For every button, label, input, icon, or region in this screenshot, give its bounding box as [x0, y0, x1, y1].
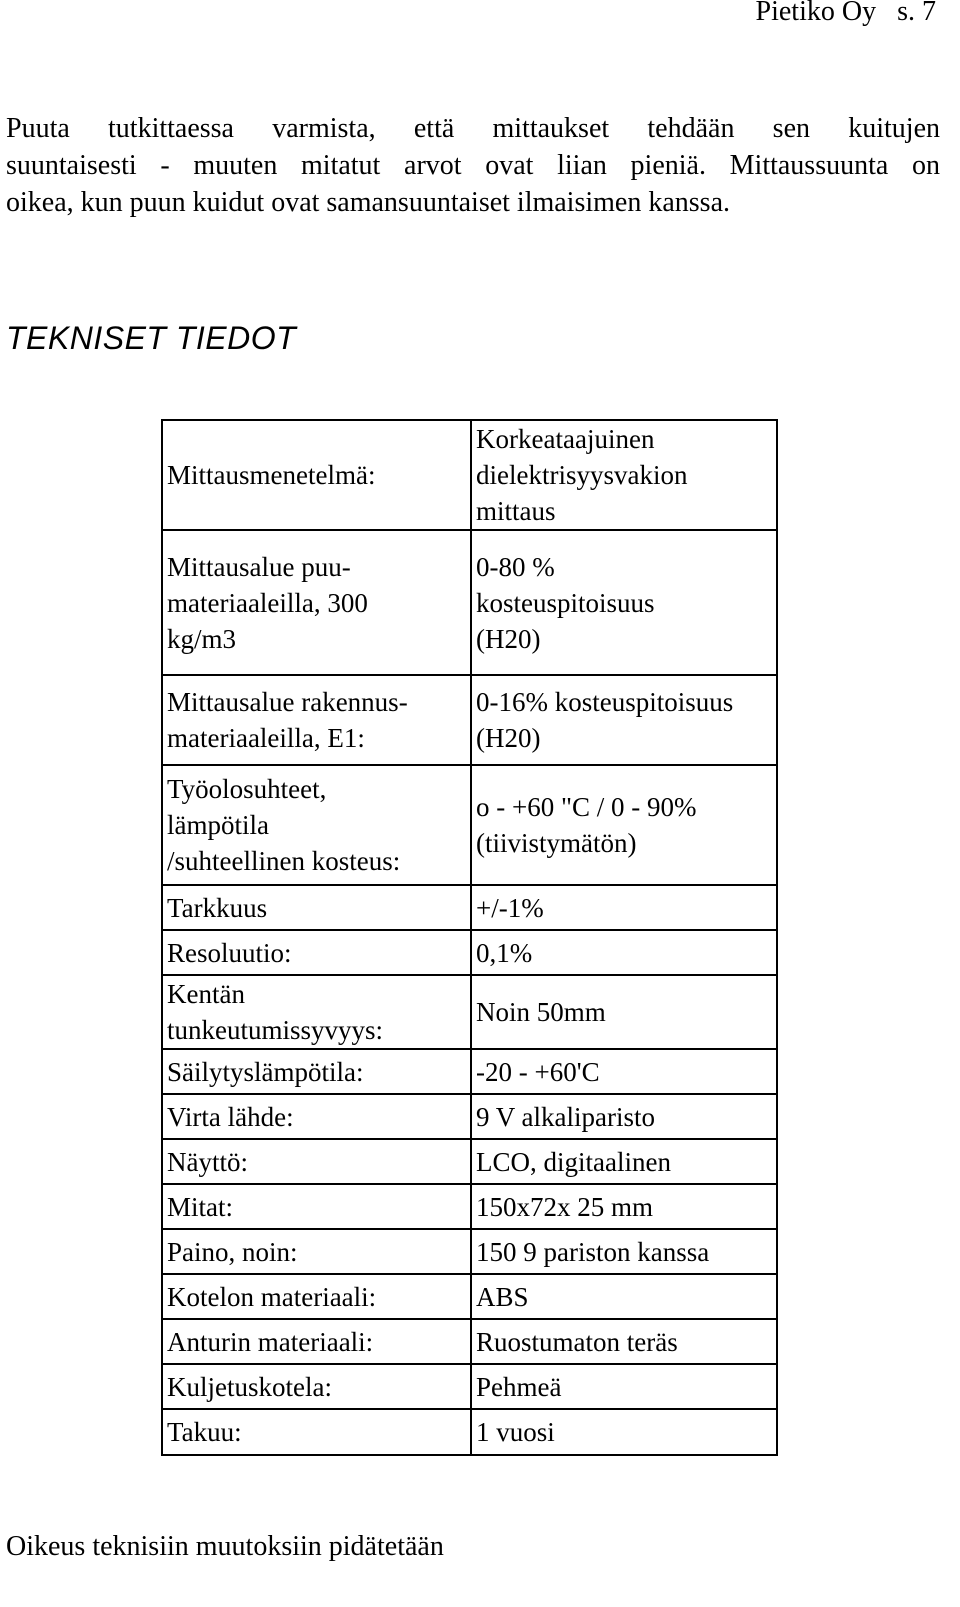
spec-label-line: Säilytyslämpötila: [167, 1056, 364, 1087]
spec-label-line: materiaaleilla, 300 [167, 587, 368, 618]
spec-table-body [162, 420, 777, 1455]
spec-label [162, 930, 471, 975]
spec-label-line: kg/m3 [167, 623, 237, 654]
spec-value-line: 150x72x 25 mm [476, 1191, 654, 1222]
spec-label [162, 975, 471, 1049]
spec-label [162, 1274, 471, 1319]
spec-label [162, 530, 471, 675]
spec-row [162, 1049, 777, 1094]
intro-line-2: suuntaisesti - muuten mitatut arvot ovat liian pieniä. Mittaussuunta on [6, 150, 940, 181]
spec-label [162, 1184, 471, 1229]
spec-value [471, 420, 777, 530]
spec-value-line: (H20) [476, 623, 541, 654]
spec-label-line: Takuu: [167, 1417, 242, 1447]
spec-row [162, 1229, 777, 1274]
spec-row [162, 1139, 777, 1184]
spec-value [471, 1094, 777, 1139]
company-name: Pietiko Oy [755, 0, 877, 27]
spec-value [471, 1319, 777, 1364]
spec-label-line: materiaaleilla, E1: [167, 723, 365, 753]
spec-value-line: dielektrisyysvakion [476, 460, 688, 490]
spec-value-line: mittaus [476, 496, 556, 526]
spec-value-line: 0-80 % [476, 551, 555, 582]
spec-value [471, 885, 777, 930]
spec-value-line: +/-1% [476, 892, 544, 923]
spec-value [471, 1229, 777, 1274]
spec-label-line: Tarkkuus [167, 892, 268, 923]
spec-value-line: 0,1% [476, 937, 533, 968]
spec-label-line: Kuljetuskotela: [167, 1371, 332, 1402]
spec-label [162, 1364, 471, 1409]
spec-value-line: kosteuspitoisuus [476, 587, 655, 618]
spec-value [471, 675, 777, 765]
spec-value-line: Korkeataajuinen [476, 424, 655, 454]
spec-row [162, 930, 777, 975]
spec-label-line: Työolosuhteet, [167, 774, 327, 804]
spec-value [471, 1184, 777, 1229]
spec-label-line: Mittausalue puu- [167, 551, 351, 582]
spec-row [162, 530, 777, 675]
spec-label-line: Kotelon materiaali: [167, 1281, 377, 1312]
spec-label-line: lämpötila [167, 810, 269, 840]
spec-row [162, 765, 777, 885]
spec-value [471, 765, 777, 885]
spec-row [162, 1319, 777, 1364]
spec-value [471, 1364, 777, 1409]
spec-row [162, 1274, 777, 1319]
spec-value-line: 1 vuosi [476, 1417, 555, 1447]
spec-value-line: -20 - +60'C [476, 1056, 600, 1087]
spec-value [471, 975, 777, 1049]
spec-label-line: Näyttö: [167, 1146, 248, 1177]
spec-value-line: Noin 50mm [476, 997, 606, 1027]
technical-specs-table [161, 419, 778, 1456]
spec-label-line: Mittausmenetelmä: [167, 460, 376, 490]
spec-value-line: o - +60 "C / 0 - 90% [476, 792, 697, 822]
spec-value [471, 930, 777, 975]
spec-label-line: Mitat: [167, 1191, 233, 1222]
spec-value-line: 150 9 pariston kanssa [476, 1236, 710, 1267]
spec-value [471, 1139, 777, 1184]
spec-label [162, 1229, 471, 1274]
spec-label [162, 885, 471, 930]
spec-row [162, 675, 777, 765]
spec-row [162, 1364, 777, 1409]
spec-label-line: /suhteellinen kosteus: [167, 846, 401, 876]
spec-row [162, 885, 777, 930]
intro-line-1: Puuta tutkittaessa varmista, että mittaukset tehdään sen kuitujen [6, 113, 940, 144]
footer-note: Oikeus teknisiin muutoksiin pidätetään [6, 1531, 444, 1562]
spec-value [471, 1409, 777, 1455]
spec-label [162, 1319, 471, 1364]
spec-label-line: Resoluutio: [167, 937, 292, 968]
spec-label [162, 420, 471, 530]
spec-row [162, 1184, 777, 1229]
spec-label-line: Paino, noin: [167, 1236, 298, 1267]
page-header [756, 0, 936, 28]
spec-value-line: Ruostumaton teräs [476, 1326, 678, 1357]
spec-value [471, 1274, 777, 1319]
spec-value-line: (tiivistymätön) [476, 828, 637, 858]
spec-label [162, 1049, 471, 1094]
spec-value-line: 0-16% kosteuspitoisuus [476, 687, 734, 717]
spec-label-line: tunkeutumissyvyys: [167, 1015, 384, 1045]
spec-row [162, 975, 777, 1049]
spec-value [471, 1049, 777, 1094]
spec-row [162, 1409, 777, 1455]
page-number: s. 7 [897, 0, 936, 27]
intro-line-3: oikea, kun puun kuidut ovat samansuuntaiset ilmaisimen kanssa. [6, 187, 730, 218]
spec-value-line: (H20) [476, 723, 541, 753]
spec-label [162, 765, 471, 885]
spec-value-line: ABS [476, 1281, 529, 1312]
spec-label [162, 675, 471, 765]
intro-paragraph [6, 110, 940, 221]
spec-label-line: Kentän [167, 979, 245, 1009]
spec-value-line: 9 V alkaliparisto [476, 1101, 656, 1132]
spec-label [162, 1139, 471, 1184]
spec-label-line: Virta lähde: [167, 1101, 294, 1132]
spec-row [162, 420, 777, 530]
section-title: TEKNISET TIEDOT [6, 320, 297, 356]
spec-value-line: Pehmeä [476, 1371, 562, 1402]
spec-row [162, 1094, 777, 1139]
spec-label-line: Mittausalue rakennus- [167, 687, 408, 717]
spec-label [162, 1409, 471, 1455]
spec-value-line: LCO, digitaalinen [476, 1146, 671, 1177]
spec-label [162, 1094, 471, 1139]
spec-value [471, 530, 777, 675]
spec-label-line: Anturin materiaali: [167, 1326, 374, 1357]
